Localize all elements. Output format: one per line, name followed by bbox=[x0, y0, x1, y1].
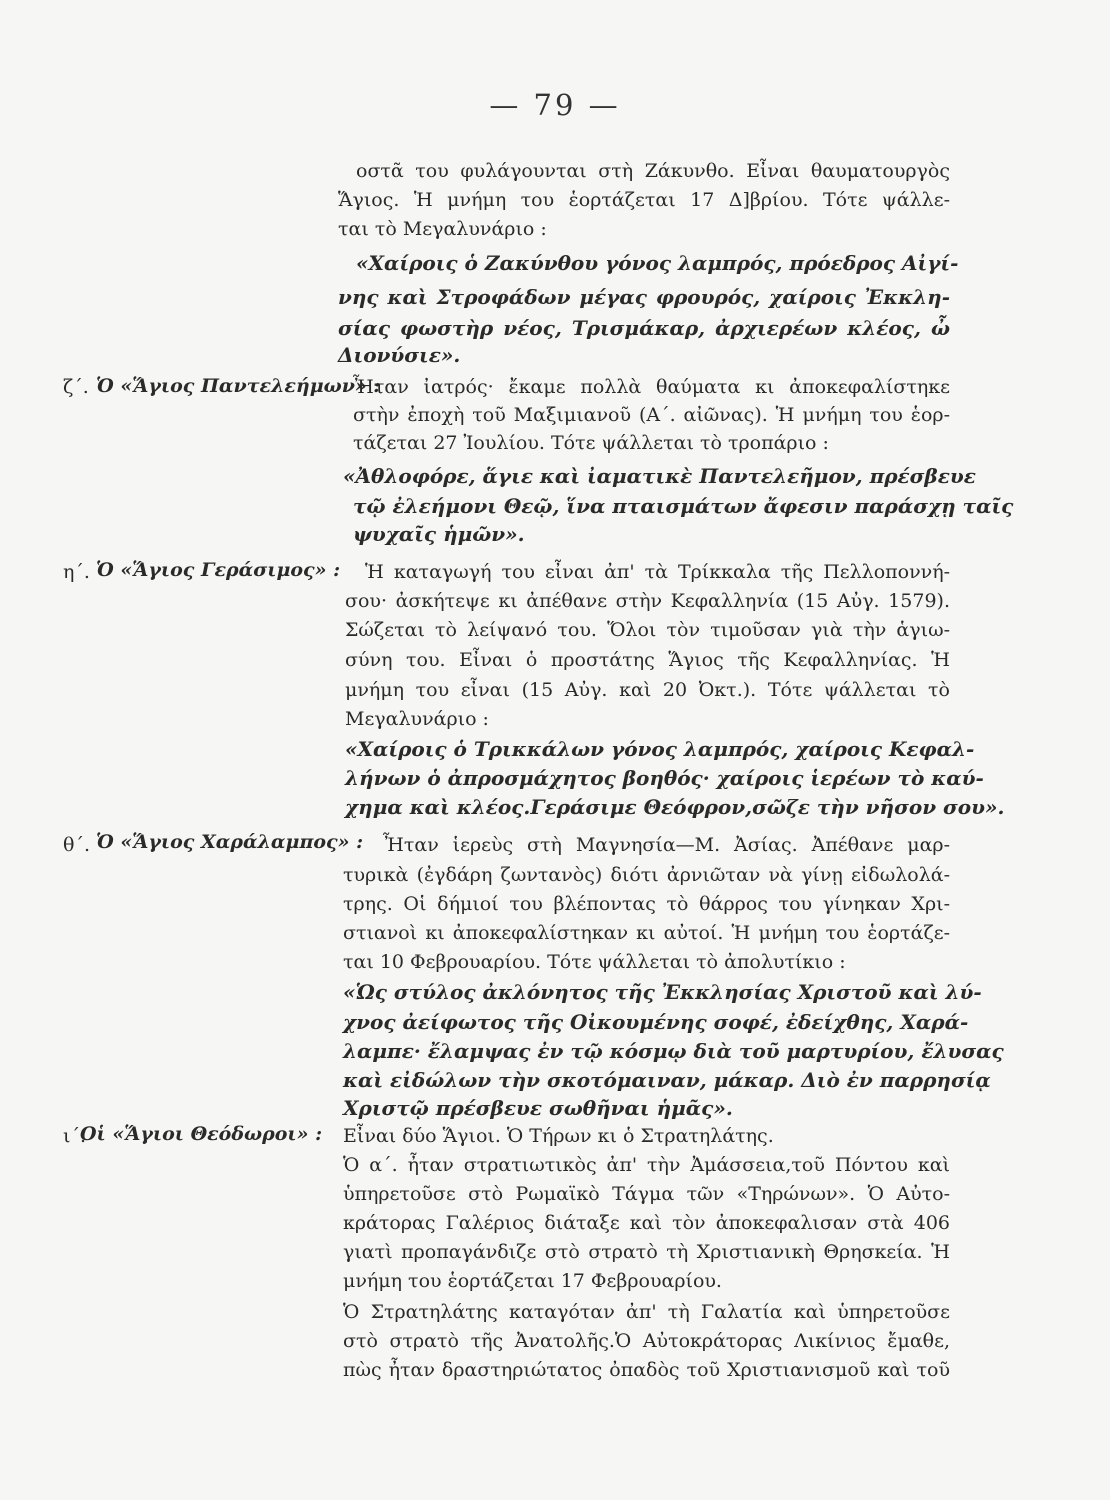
hymn-line: σίας φωστὴρ νέος, Τρισμάκαρ, ἀρχιερέων κλέος, ὦ bbox=[338, 316, 950, 340]
text-line: Ἡ καταγωγή του εἶναι ἀπ' τὰ Τρίκκαλα τῆς Πελλοποννή- bbox=[365, 561, 950, 583]
hymn-line: «Ὡς στύλος ἀκλόνητος τῆς Ἐκκλησίας Χριστοῦ καὶ λύ- bbox=[343, 980, 982, 1004]
entry-numeral: ι΄. bbox=[63, 1125, 86, 1147]
entry-numeral: θ΄. bbox=[63, 834, 90, 856]
text-line: Ὁ α΄. ἦταν στρατιωτικὸς ἀπ' τὴν Ἀμάσσεια,τοῦ Πόντου καὶ bbox=[343, 1154, 950, 1176]
saint-name: Ὁ «Ἅγιος Χαράλαμπος» : bbox=[96, 831, 364, 853]
text-line: τρης. Οἱ δήμιοί του βλέποντας τὸ θάρρος του γίνηκαν Χρι- bbox=[343, 893, 950, 915]
text-line: πὼς ἦταν δραστηριώτατος ὀπαδὸς τοῦ Χριστιανισμοῦ καὶ τοῦ bbox=[343, 1359, 950, 1381]
hymn-line: νης καὶ Στροφάδων μέγας φρουρός, χαίροις Ἐκκλη- bbox=[338, 285, 950, 309]
text-line: ὑπηρετοῦσε στὸ Ρωμαϊκὸ Τάγμα τῶν «Τηρώνων». Ὁ Αὐτο- bbox=[343, 1183, 950, 1205]
text-line: σύνη του. Εἶναι ὁ προστάτης Ἅγιος τῆς Κεφαλληνίας. Ἡ bbox=[345, 649, 950, 671]
text-line: μνήμη του ἑορτάζεται 17 Φεβρουαρίου. bbox=[343, 1270, 722, 1292]
hymn-line: χημα καὶ κλέος.Γεράσιμε Θεόφρον,σῶζε τὴν νῆσον σου». bbox=[345, 795, 1005, 819]
hymn-line: λαμπε· ἔλαμψας ἐν τῷ κόσμῳ διὰ τοῦ μαρτυρίου, ἔλυσας bbox=[343, 1039, 1004, 1063]
text-line: ται 10 Φεβρουαρίου. Τότε ψάλλεται τὸ ἀπολυτίκιο : bbox=[343, 951, 846, 973]
text-line: στιανοὶ κι ἀποκεφαλίστηκαν κι αὐτοί. Ἡ μνήμη του ἑορτάζε- bbox=[343, 922, 950, 944]
text-line: κράτορας Γαλέριος διάταξε καὶ τὸν ἀποκεφαλισαν στὰ 406 bbox=[343, 1212, 950, 1234]
text-line: μνήμη του εἶναι (15 Αὐγ. καὶ 20 Ὀκτ.). Τότε ψάλλεται τὸ bbox=[345, 679, 950, 701]
text-line: τυρικὰ (ἐγδάρη ζωντανὸς) διότι ἀρνιῶταν νὰ γίνῃ εἰδωλολά- bbox=[343, 864, 950, 886]
text-line: τάζεται 27 Ἰουλίου. Τότε ψάλλεται τὸ τροπάριο : bbox=[353, 432, 829, 454]
hymn-line: Διονύσιε». bbox=[338, 343, 461, 367]
text-line: Μεγαλυνάριο : bbox=[345, 708, 489, 730]
text-line: Σώζεται τὸ λείψανό του. Ὅλοι τὸν τιμοῦσαν γιὰ τὴν ἁγιω- bbox=[345, 619, 950, 641]
page-number: — 79 — bbox=[489, 88, 621, 122]
hymn-line: Χριστῷ πρέσβευε σωθῆναι ἡμᾶς». bbox=[343, 1096, 733, 1120]
hymn-line: ψυχαῖς ἡμῶν». bbox=[353, 522, 525, 546]
saint-name: Ὁ «Ἅγιος Παντελεήμων» : bbox=[96, 375, 381, 397]
text-line: ται τὸ Μεγαλυνάριο : bbox=[338, 218, 547, 240]
text-line: στὸ στρατὸ τῆς Ἀνατολῆς.Ὁ Αὐτοκράτορας Λικίνιος ἔμαθε, bbox=[343, 1330, 950, 1352]
hymn-line: «Χαίροις ὁ Τρικκάλων γόνος λαμπρός, χαίροις Κεφαλ- bbox=[345, 737, 975, 761]
entry-numeral: η΄. bbox=[63, 561, 90, 583]
hymn-line: καὶ εἰδώλων τὴν σκοτόμαιναν, μάκαρ. Διὸ ἐν παρρησίᾳ bbox=[343, 1068, 991, 1092]
text-line: Ἦταν ἰατρός· ἔκαμε πολλὰ θαύματα κι ἀποκεφαλίστηκε bbox=[353, 376, 950, 398]
text-line: Ἅγιος. Ἡ μνήμη του ἑορτάζεται 17 Δ]βρίου. Τότε ψάλλε- bbox=[338, 189, 950, 211]
hymn-line: τῷ ἐλεήμονι Θεῷ, ἵνα πταισμάτων ἄφεσιν παράσχῃ ταῖς bbox=[353, 494, 1014, 518]
hymn-line: «Ἀθλοφόρε, ἅγιε καὶ ἰαματικὲ Παντελεῆμον, πρέσβευε bbox=[343, 464, 976, 488]
saint-name: Ὁ «Ἅγιος Γεράσιμος» : bbox=[96, 559, 341, 581]
hymn-line: χνος ἀείφωτος τῆς Οἰκουμένης σοφέ, ἐδείχθης, Χαρά- bbox=[343, 1010, 969, 1034]
saint-name: Οἱ «Ἅγιοι Θεόδωροι» : bbox=[80, 1123, 323, 1145]
text-line: Ἦταν ἱερεὺς στὴ Μαγνησία—Μ. Ἀσίας. Ἀπέθανε μαρ- bbox=[383, 834, 950, 856]
hymn-line: λήνων ὁ ἀπροσμάχητος βοηθός· χαίροις ἱερέων τὸ καύ- bbox=[345, 766, 984, 790]
text-line: γιατὶ προπαγάνδιζε στὸ στρατὸ τὴ Χριστιανικὴ Θρησκεία. Ἡ bbox=[343, 1241, 950, 1263]
text-line: στὴν ἐποχὴ τοῦ Μαξιμιανοῦ (Α΄. αἰῶνας). Ἡ μνήμη του ἑορ- bbox=[353, 404, 950, 426]
entry-numeral: ζ΄. bbox=[63, 376, 89, 398]
text-line: Εἶναι δύο Ἅγιοι. Ὁ Τήρων κι ὁ Στρατηλάτης. bbox=[343, 1125, 774, 1147]
text-line: σου· ἀσκήτεψε κι ἀπέθανε στὴν Κεφαλληνία (15 Αὐγ. 1579). bbox=[345, 590, 950, 612]
text-line: οστᾶ του φυλάγουνται στὴ Ζάκυνθο. Εἶναι θαυματουργὸς bbox=[356, 160, 950, 182]
text-line: Ὁ Στρατηλάτης καταγόταν ἀπ' τὴ Γαλατία καὶ ὑπηρετοῦσε bbox=[343, 1301, 950, 1323]
hymn-line: «Χαίροις ὁ Ζακύνθου γόνος λαμπρός, πρόεδρος Αἰγί- bbox=[356, 251, 959, 275]
